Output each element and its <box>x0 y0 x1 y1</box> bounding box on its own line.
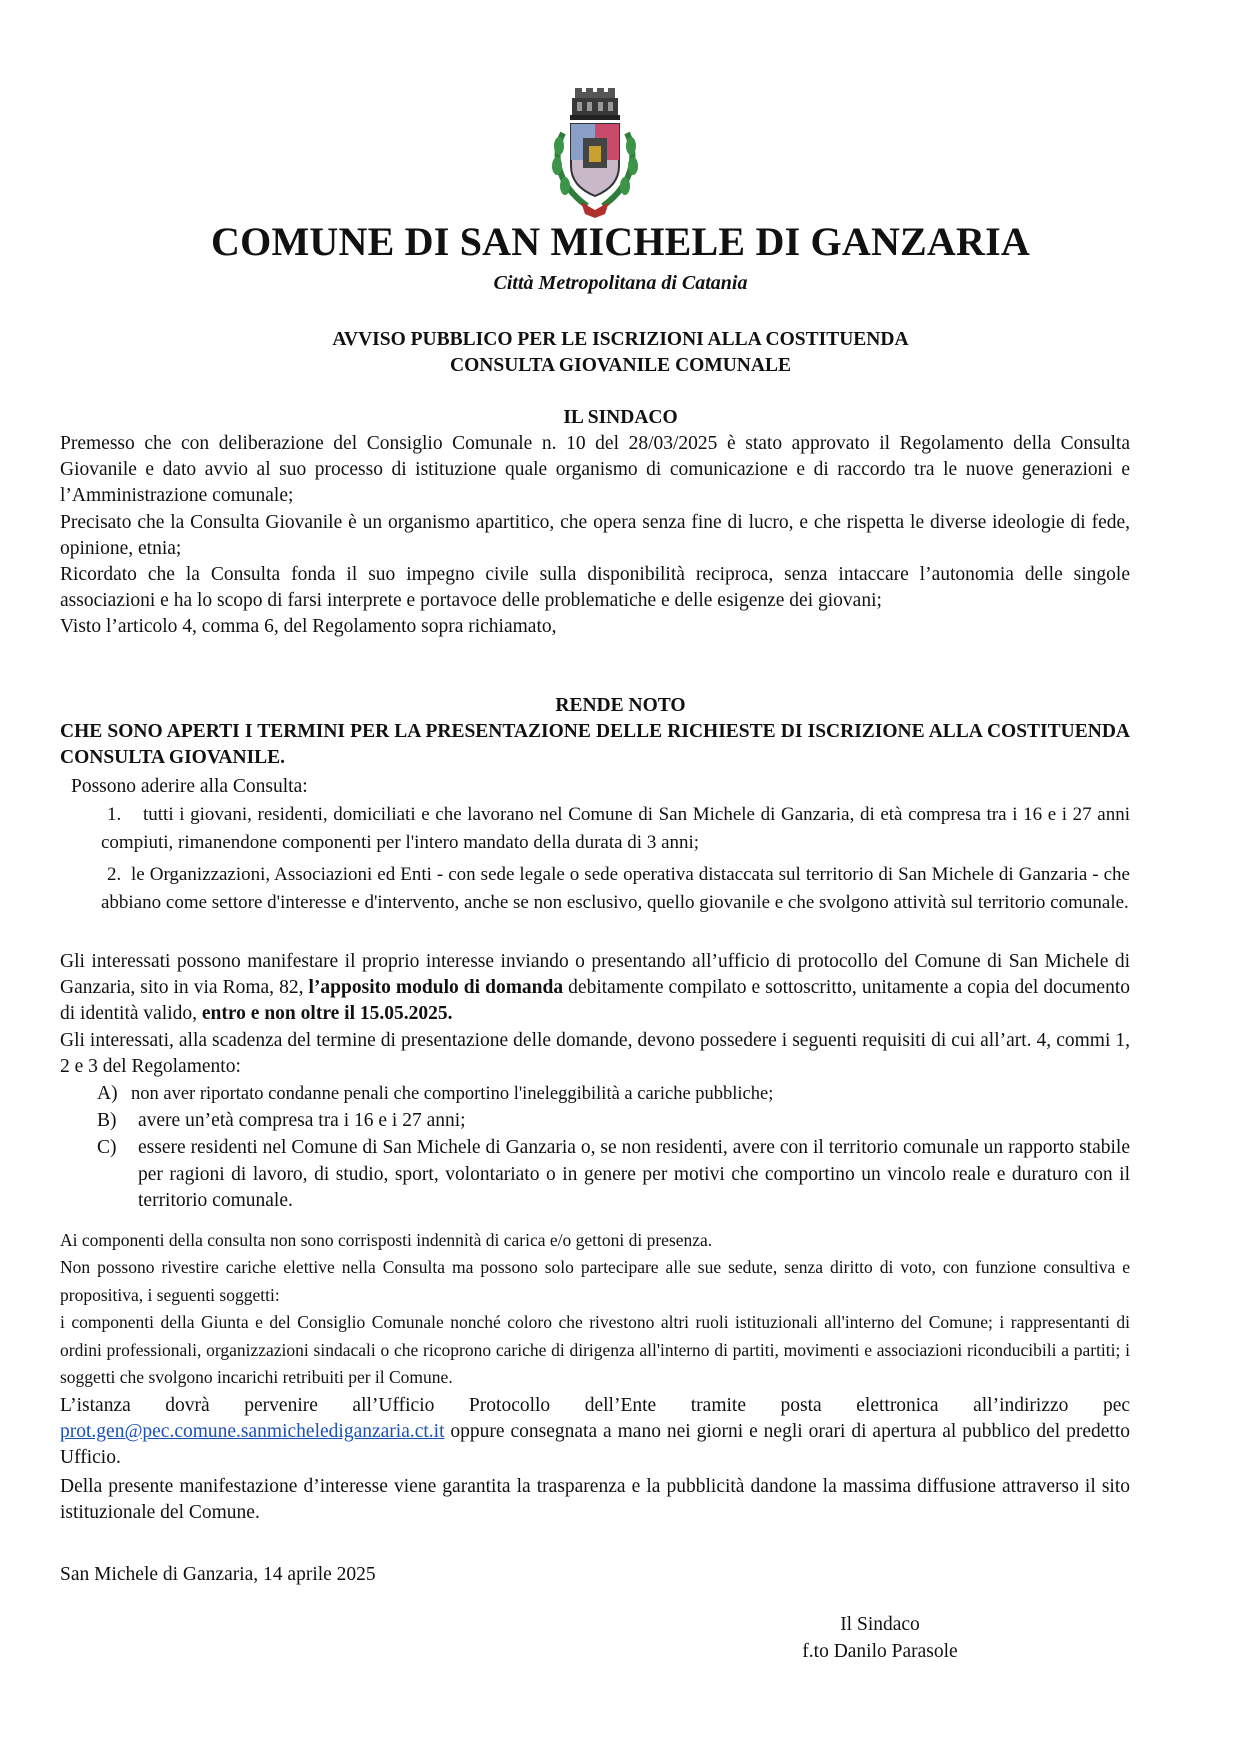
eligibility-item <box>101 861 1130 917</box>
rende-noto-statement: CHE SONO APERTI I TERMINI PER LA PRESENTAZIONE DELLE RICHIESTE DI ISCRIZIONE ALLA COSTITUENDA CONSULTA GIOVANILE. <box>60 721 1130 769</box>
eligibility-item-number: 1. <box>107 804 122 825</box>
requirements-intro <box>60 1028 1130 1080</box>
preamble <box>60 431 1130 641</box>
transparency-paragraph <box>60 1474 1130 1526</box>
requirement-text: non aver riportato condanne penali che comportino l'ineleggibilità a cariche pubbliche; <box>131 1084 774 1104</box>
notice-title-line-2: CONSULTA GIOVANILE COMUNALE <box>450 355 791 376</box>
application-paragraph <box>60 949 1130 1028</box>
municipality-subtitle: Città Metropolitana di Catania <box>493 272 748 294</box>
municipal-coat-of-arms-icon <box>545 88 645 220</box>
eligibility-item-text: tutti i giovani, residenti, domiciliati e che lavorano nel Comune di San Michele di Ganzaria, di età compresa tra i 16 e i 27 anni compiuti, rimanendone componenti per l'intero mandato della durata di 3 anni; <box>101 804 1130 853</box>
preamble-paragraph: Visto l’articolo 4, comma 6, del Regolamento sopra richiamato, <box>60 616 557 638</box>
requirement-letter: A) <box>97 1083 118 1104</box>
transparency-text: Della presente manifestazione d’interesse viene garantita la trasparenza e la pubblicità dandone la massima diffusione attraverso il sito istituzionale del Comune. <box>60 1476 1130 1524</box>
application-text-cont: debitamente compilato e sottoscritto, unitamente a copia del documento di identità valido, <box>60 977 1130 1025</box>
eligibility-item <box>101 801 1130 857</box>
submission-paragraph <box>60 1393 1130 1472</box>
requirement-item <box>97 1081 1130 1108</box>
notice-title-line-1: AVVISO PUBBLICO PER LE ISCRIZIONI ALLA COSTITUENDA <box>332 329 909 350</box>
requirement-letter: B) <box>97 1110 117 1131</box>
exclusions-paragraph <box>60 1254 1130 1392</box>
requirement-letter: C) <box>97 1137 117 1158</box>
municipality-title: COMUNE DI SAN MICHELE DI GANZARIA <box>211 219 1030 264</box>
requirement-item <box>97 1135 1130 1215</box>
requirement-item <box>97 1108 1130 1135</box>
compensation-note: Ai componenti della consulta non sono corrisposti indennità di carica e/o gettoni di presenza. <box>60 1230 713 1250</box>
preamble-paragraph: Precisato che la Consulta Giovanile è un organismo apartitico, che opera senza fine di lucro, e che rispetta le diverse ideologie di fede, opinione, etnia; <box>60 511 1130 559</box>
application-form-emphasis: l’apposito modulo di domanda <box>308 977 564 999</box>
requirements-intro-text: Gli interessati, alla scadenza del termine di presentazione delle domande, devono possedere i seguenti requisiti di cui all’art. 4, commi 1, 2 e 3 del Regolamento: <box>60 1030 1130 1078</box>
signature-role: Il Sindaco <box>840 1614 920 1635</box>
requirement-text: essere residenti nel Comune di San Michele di Ganzaria o, se non residenti, avere con il territorio comunale un rapporto stabile per ragioni di lavoro, di studio, sport, volontariato o in genere per motivi che comportino un vincolo reale e duraturo con il territorio comunale. <box>138 1137 1130 1211</box>
requirement-text: avere un’età compresa tra i 16 e i 27 anni; <box>138 1110 466 1131</box>
pec-email-link[interactable]: prot.gen@pec.comune.sanmichelediganzaria.ct.it <box>60 1421 445 1443</box>
eligibility-intro: Possono aderire alla Consulta: <box>71 776 308 797</box>
eligibility-item-text: le Organizzazioni, Associazioni ed Enti - con sede legale o sede operativa distaccata sul territorio di San Michele di Ganzaria - che abbiano come settore d'interesse e d'intervento, anche se non esclusivo, quello giovanile e che svolgono attività sul territorio comunale. <box>101 864 1130 913</box>
exclusions-list: i componenti della Giunta e del Consiglio Comunale nonché coloro che rivestono altri ruoli istituzionali all'interno del Comune; i rappresentanti di ordini professionali, organizzazioni sindacali o che ricoprono cariche di dirigenza all'interno di partiti, movimenti e associazioni riconducibili a partiti; i soggetti che svolgono incarichi retribuiti per il Comune. <box>60 1312 1130 1387</box>
submission-text: L’istanza dovrà pervenire all’Ufficio Protocollo dell’Ente tramite posta elettronica all’indirizzo pec <box>60 1395 1130 1416</box>
notice-title <box>0 327 1241 379</box>
preamble-paragraph: Ricordato che la Consulta fonda il suo impegno civile sulla disponibilità reciproca, senza intaccare l’autonomia delle singole associazioni e ha lo scopo di farsi interprete e portavoce delle problematiche e delle esigenze dei giovani; <box>60 564 1130 612</box>
place-date: San Michele di Ganzaria, 14 aprile 2025 <box>60 1564 376 1585</box>
application-text: Gli interessati possono manifestare il proprio interesse inviando o presentando all’ufficio di protocollo del Comune di San Michele di Ganzaria, sito in via Roma, 82, <box>60 951 1130 999</box>
submission-text-cont: oppure consegnata a mano nei giorni e negli orari di apertura al pubblico del predetto Ufficio. <box>60 1421 1130 1469</box>
rende-noto-heading: RENDE NOTO <box>555 695 686 716</box>
application-deadline: entro e non oltre il 15.05.2025. <box>201 1003 453 1025</box>
exclusions-intro: Non possono rivestire cariche elettive nella Consulta ma possono solo partecipare alle sue sedute, senza diritto di voto, con funzione consultiva e propositiva, i seguenti soggetti: <box>60 1257 1130 1305</box>
signature-name: f.to Danilo Parasole <box>802 1641 958 1662</box>
preamble-paragraph: Premesso che con deliberazione del Consiglio Comunale n. 10 del 28/03/2025 è stato approvato il Regolamento della Consulta Giovanile e dato avvio al suo processo di istituzione quale organismo di comunicazione e di raccordo tra le nuove generazioni e l’Amministrazione comunale; <box>60 433 1130 507</box>
signature-block <box>770 1611 990 1665</box>
eligibility-item-number: 2. <box>107 864 122 885</box>
sindaco-heading: IL SINDACO <box>563 407 678 428</box>
